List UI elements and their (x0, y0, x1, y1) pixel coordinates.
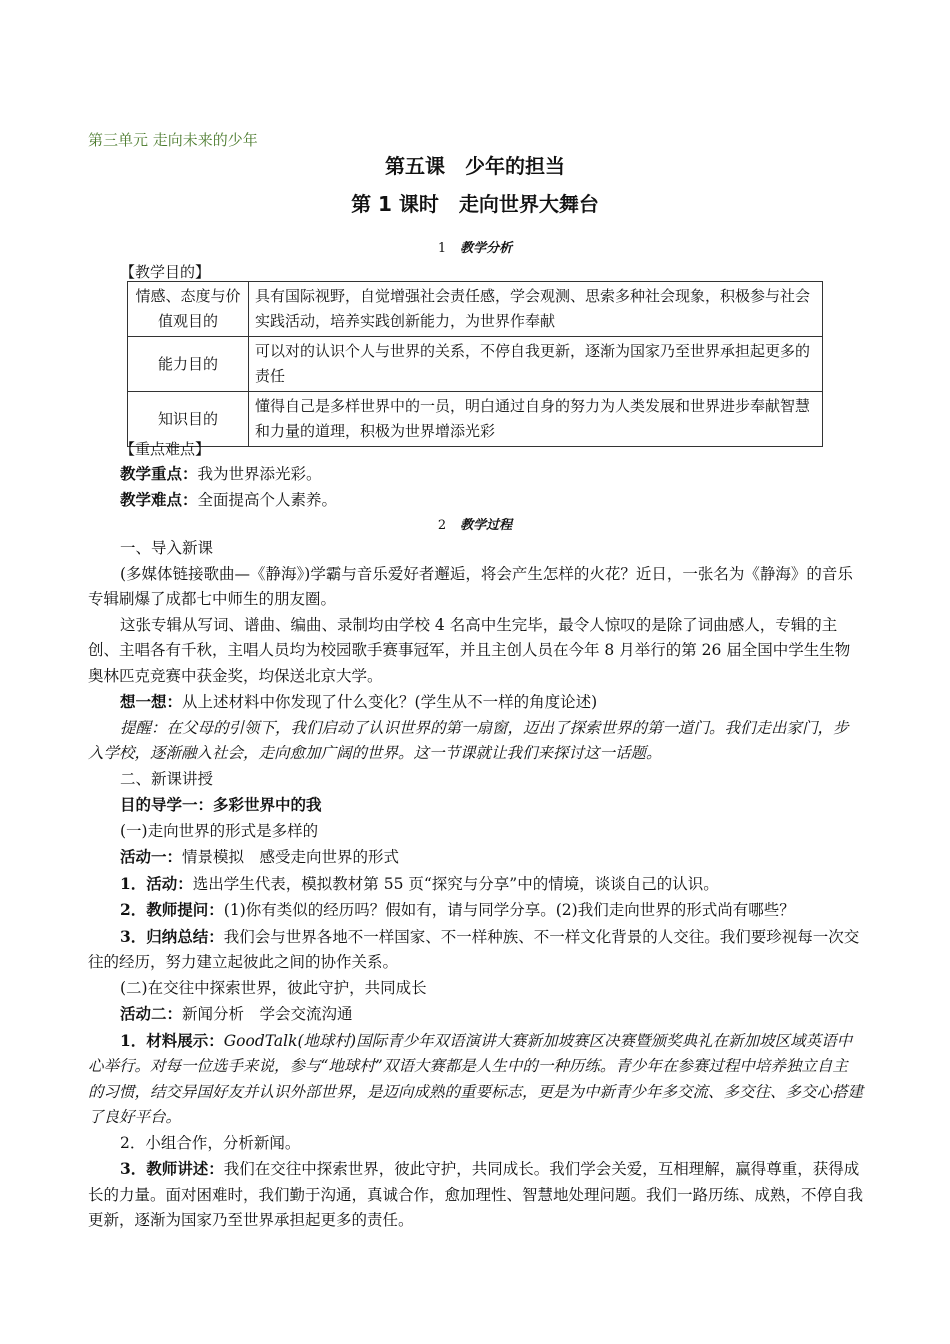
objective-key: 知识目的 (128, 392, 249, 447)
activity-text: 新闻分析 学会交流沟通 (182, 1005, 353, 1023)
difficulty-label: 教学难点： (120, 490, 198, 509)
section-heading-analysis (0, 237, 950, 256)
think-text: 从上述材料中你发现了什么变化？(学生从不一样的角度论述) (182, 693, 598, 711)
objective-key: 情感、态度与价值观目的 (128, 282, 249, 337)
objectives-table (127, 281, 823, 447)
intro-heading: 一、导入新课 (120, 539, 214, 557)
step-line: 2．小组合作，分析新闻。 (120, 1133, 301, 1152)
activity-label: 活动一： (120, 847, 183, 866)
table-row (128, 337, 823, 392)
step-line: 1．材料展示：GoodTalk(地球村)国际青少年双语演讲大赛新加坡赛区决赛暨颁奖典礼在新加坡区域英语中心举行。对每一位选手来说，参与“地球村”双语大赛都是人生中的一种历练。青少年在参赛过程中培养独立自主的习惯，结交异国好友并认识外部世界，是迈向成熟的重要标志，更是为中新青少年多交流、多交往、多交心搭建了良好平台。 (88, 1030, 864, 1126)
activity-line (88, 844, 863, 871)
sub-heading: (一)走向世界的形式是多样的 (120, 821, 319, 840)
objective-value: 具有国际视野，自觉增强社会责任感，学会观测、思索多种社会现象，积极参与社会实践活动，培养实践创新能力，为世界作奉献 (249, 282, 823, 337)
objective-value: 可以对的认识个人与世界的关系，不停自我更新，逐渐为国家乃至世界承担起更多的责任 (249, 337, 823, 392)
sub-heading: (二)在交往中探索世界，彼此守护，共同成长 (120, 978, 427, 997)
objectives-label: 【教学目的】 (120, 263, 211, 281)
think-line (88, 689, 863, 716)
key-points-label: 【重点难点】 (120, 440, 211, 458)
activity-label: 活动二： (120, 1004, 183, 1023)
new-lesson-heading: 二、新课讲授 (120, 769, 214, 788)
goal-heading: 目的导学一：多彩世界中的我 (120, 795, 322, 814)
focus-label: 教学重点： (120, 464, 198, 483)
think-label: 想一想： (120, 692, 183, 711)
unit-label: 第三单元 走向未来的少年 (88, 131, 258, 149)
step-line: 3．教师讲述：我们在交往中探索世界，彼此守护，共同成长。我们学会关爱，互相理解，赢得尊重，获得成长的力量。面对困难时，我们勤于沟通，真诚合作，愈加理性、智慧地处理问题。我们一路历练、成熟，不停自我更新，逐渐为国家乃至世界承担起更多的责任。 (88, 1159, 864, 1229)
focus-line (120, 461, 895, 488)
section-heading-process (0, 514, 950, 533)
step-line: 3．归纳总结：我们会与世界各地不一样国家、不一样种族、不一样文化背景的人交往。我们要珍视每一次交往的经历，努力建立起彼此之间的协作关系。 (88, 926, 860, 971)
lesson-title: 第五课 少年的担当 (385, 154, 565, 178)
objective-value: 懂得自己是多样世界中的一员，明白通过自身的努力为人类发展和世界进步奉献智慧和力量的道理，积极为世界增添光彩 (249, 392, 823, 447)
intro-paragraph: 这张专辑从写词、谱曲、编曲、录制均由学校 4 名高中生完毕，最令人惊叹的是除了词曲感人，专辑的主创、主唱各有千秋，主唱人员均为校园歌手赛事冠军，并且主创人员在今年 8 月举行的第 26 届全国中学生生物奥林匹克竞赛中获金奖，均保送北京大学。 (88, 615, 851, 685)
section-title: 教学分析 (460, 241, 513, 256)
section-number: 2 (437, 518, 447, 533)
activity-line (88, 1001, 863, 1028)
step-line: 1．活动：选出学生代表，模拟教材第 55 页“探究与分享”中的情境，谈谈自己的认识。 (120, 873, 719, 893)
table-row (128, 392, 823, 447)
difficulty-text: 全面提高个人素养。 (197, 491, 338, 509)
step-line: 2．教师提问：(1)你有类似的经历吗？假如有，请与同学分享。(2)我们走向世界的形式尚有哪些？ (120, 900, 795, 919)
table-row (128, 282, 823, 337)
intro-paragraph: (多媒体链接歌曲—《静海》)学霸与音乐爱好者邂逅，将会产生怎样的火花？近日，一张名为《静海》的音乐专辑刷爆了成都七中师生的朋友圈。 (88, 564, 853, 608)
objective-key: 能力目的 (128, 337, 249, 392)
focus-text: 我为世界添光彩。 (197, 465, 322, 483)
activity-text: 情景模拟 感受走向世界的形式 (182, 848, 400, 866)
remind-paragraph: 提醒：在父母的引领下，我们启动了认识世界的第一扇窗，迈出了探索世界的第一道门。我们走出家门，步入学校，逐渐融入社会，走向愈加广阔的世界。这一节课就让我们来探讨这一话题。 (88, 718, 849, 762)
process-body (88, 536, 863, 1234)
section-title: 教学过程 (460, 518, 513, 533)
section-number: 1 (437, 241, 447, 256)
difficulty-line (120, 487, 895, 514)
period-title: 第 1 课时 走向世界大舞台 (351, 192, 599, 216)
